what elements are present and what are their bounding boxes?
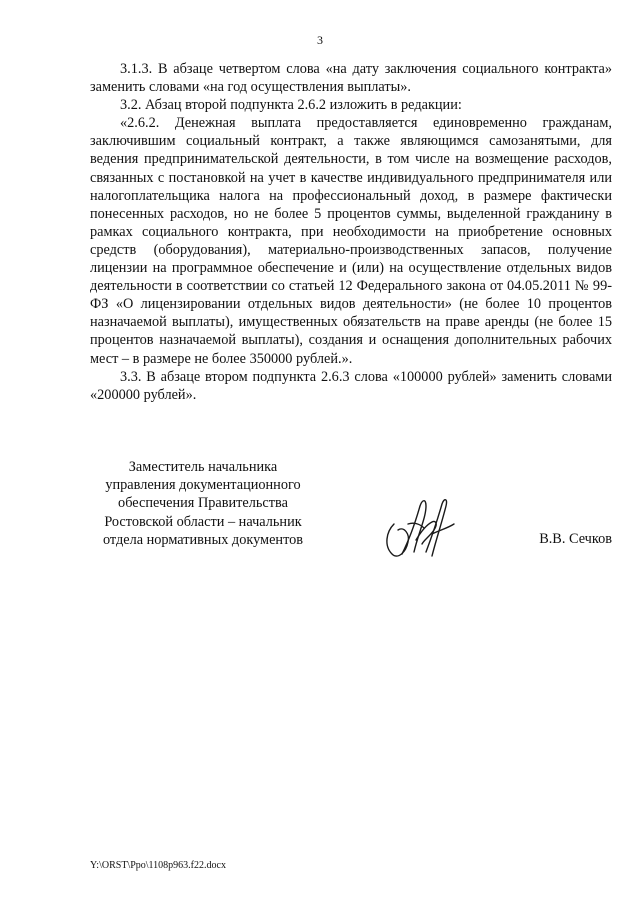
signatory-title-line: управления документационного (105, 477, 301, 494)
paragraph-2-6-2-quote: «2.6.2. Денежная выплата предоставляется единовременно гражданам, заключившим социальный контракт, а также являющимся самозанятыми, для ведения предпринимательской деятельности, в том числе на возмещение расходов, связанных с постановкой на учет в качестве индивидуального предпринимателя или налогоплательщика налога на профессиональный доход, в размере фактически понесенных расходов, но не более 5 процентов суммы, выделенной гражданину в рамках социального контракта, при необходимости на приобретение основных средств (оборудования), материально-производственных запасов, получение лицензии на программное обеспечение и (или) на осуществление отдельных видов деятельности в соответствии со статьей 12 Федерального закона от 04.05.2011 № 99-ФЗ «О лицензировании отдельных видов деятельности» (не более 10 процентов назначаемой выплаты), имущественных обязательств на праве аренды (не более 15 процентов назначаемой выплаты), создания и оснащения дополнительных рабочих мест – в размере не более 350000 рублей.». (90, 115, 612, 367)
paragraph-3-1-3: 3.1.3. В абзаце четвертом слова «на дату заключения социального контракта» заменить словами «на год осуществления выплаты». (90, 61, 612, 96)
signature-block (90, 458, 612, 558)
signatory-title-line: обеспечения Правительства (118, 495, 288, 512)
paragraph-3-2: 3.2. Абзац второй подпункта 2.6.2 изложить в редакции: (120, 97, 462, 114)
handwritten-signature (382, 494, 458, 562)
signatory-title-line: Ростовской области – начальник (104, 513, 302, 530)
signatory-title-line: Заместитель начальника (128, 459, 278, 475)
signatory-title-line: отдела нормативных документов (102, 531, 304, 548)
signatory-name: В.В. Сечков (539, 531, 612, 547)
document-body (90, 60, 612, 404)
file-path-footer: Y:\ORST\Ppo\1108p963.f22.docx (90, 860, 226, 871)
page-number: 3 (317, 33, 323, 47)
paragraph-3-3: 3.3. В абзаце втором подпункта 2.6.3 слова «100000 рублей» заменить словами «200000 рублей». (90, 368, 612, 403)
signatory-title (98, 458, 308, 549)
